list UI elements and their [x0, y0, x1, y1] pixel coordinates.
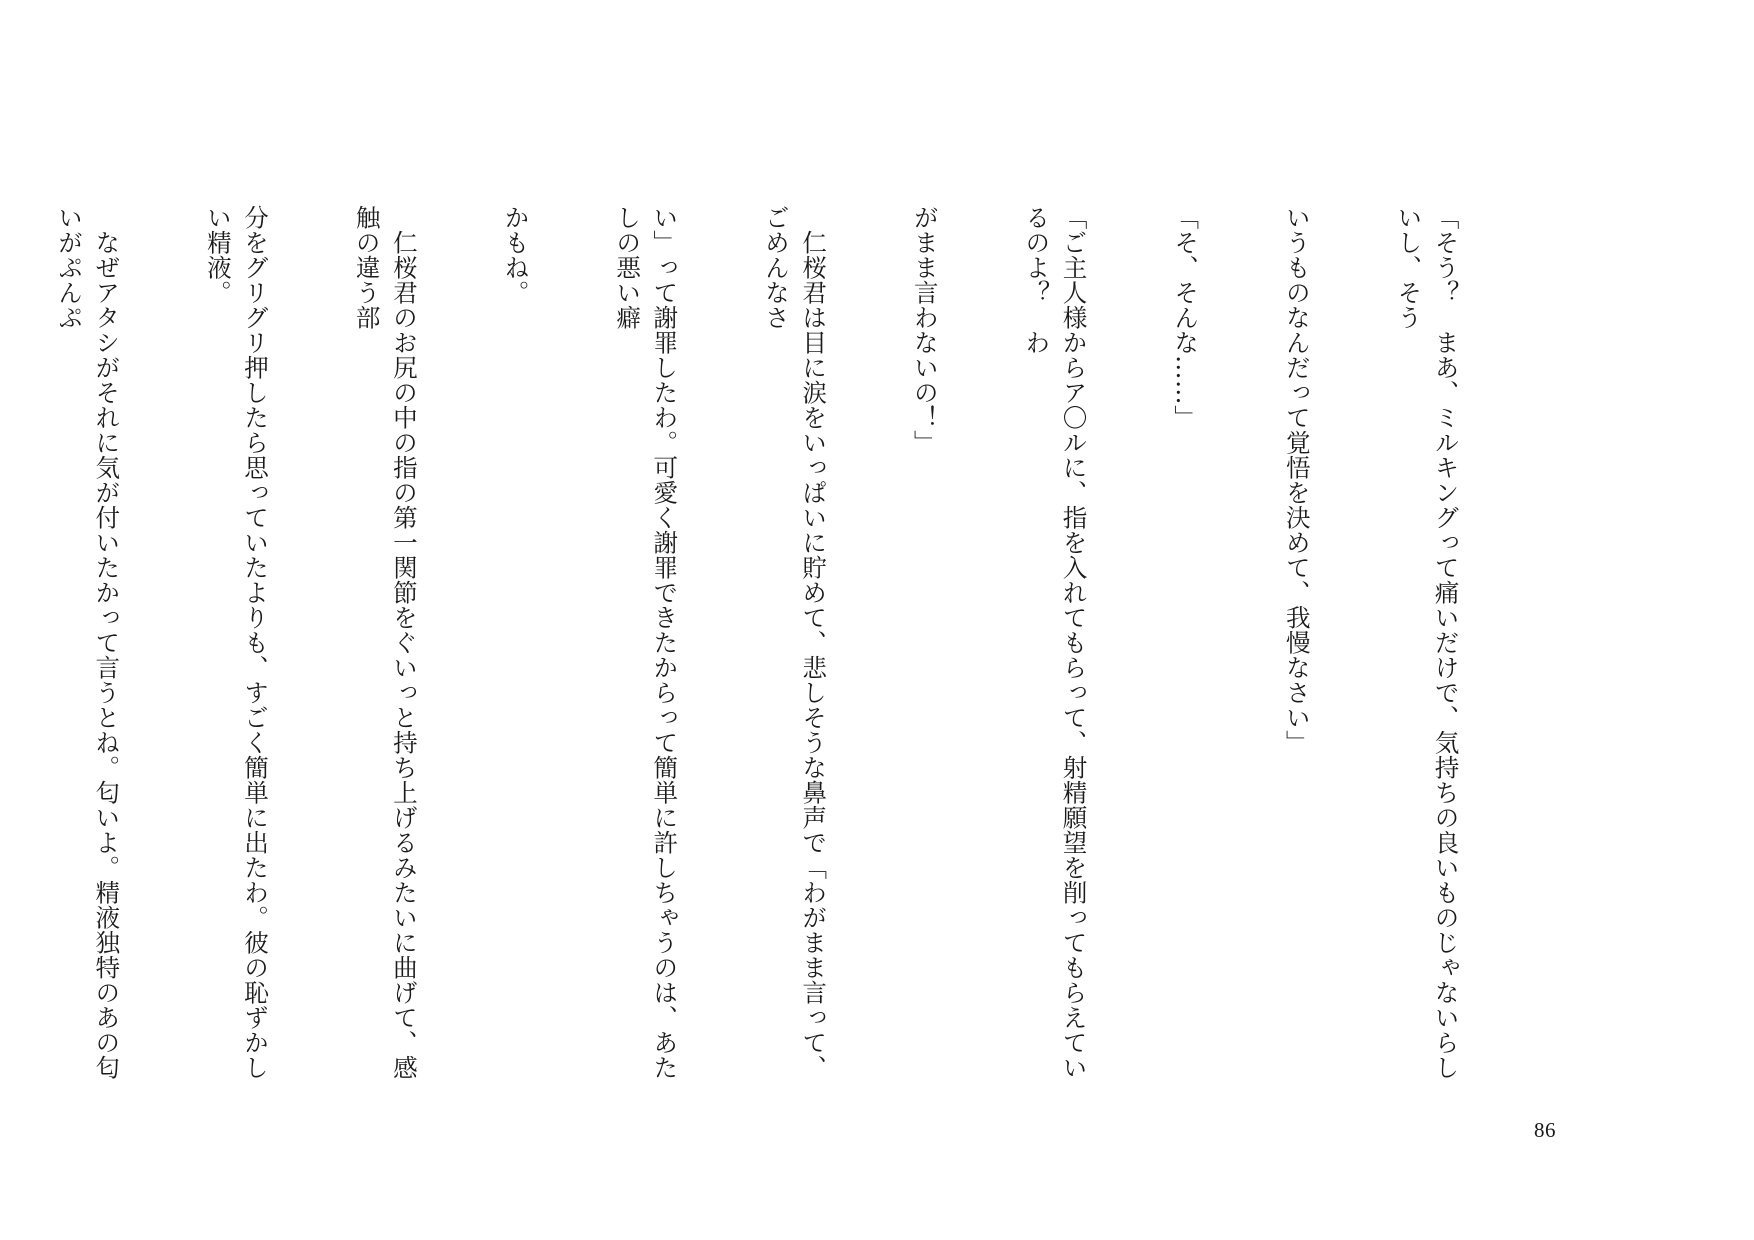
text-line: なぜアタシがそれに気が付いたかって言うとね。匂いよ。精液独特のあの匂いがぷんぷ [55, 205, 122, 1080]
text-line: 仁桜君は目に涙をいっぱいに貯めて、悲しそうな鼻声で「わがまま言って、ごめんなさ [761, 205, 829, 1080]
text-line: がまま言わないの！」 [910, 205, 940, 455]
body-text [0, 205, 1539, 1085]
text-line: い」って謝罪したわ。可愛く謝罪できたからって簡単に許しちゃうのは、あたしの悪い癖 [613, 205, 680, 1080]
text-line: 「そう？ まあ、ミルキングって痛いだけで、気持ちの良いものじゃないらしいし、そう [1394, 205, 1461, 1080]
page-number: 86 [1534, 1118, 1556, 1142]
text-line: 分をグリグリ押したら思っていたよりも、すごく簡単に出たわ。彼の恥ずかしい精液。 [203, 205, 271, 1080]
text-line: かもね。 [501, 205, 531, 305]
text-line: 「ご主人様からア〇ルに、指を入れてもらって、射精願望を削ってもらえているのよ？ わ [1022, 205, 1089, 1080]
text-line: 「そ、そんな……」 [1171, 205, 1201, 430]
text-line: いうものなんだって覚悟を決めて、我慢なさい」 [1282, 205, 1312, 755]
text-line: 仁桜君のお尻の中の指の第一関節をぐいっと持ち上げるみたいに曲げて、感触の違う部 [352, 205, 419, 1080]
